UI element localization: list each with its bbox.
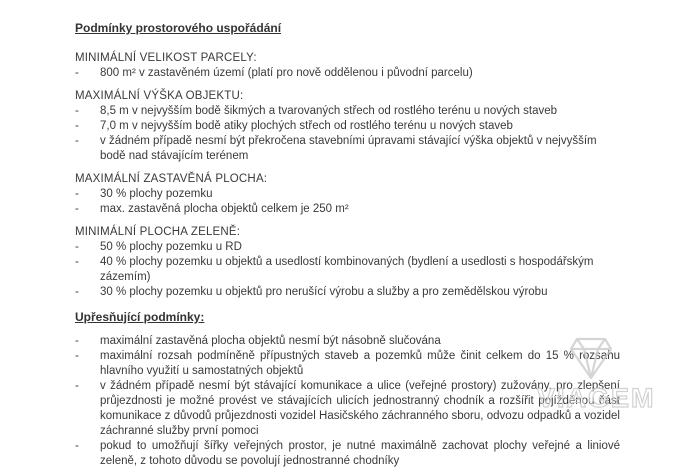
list-item [75,379,620,439]
bullet-text: 30 % plochy pozemku [100,188,213,200]
document-content [75,21,620,469]
list-item [75,240,620,255]
bullet-dash: - [75,350,79,362]
bullet-text: v žádném případě nesmí být překročena stavebními úpravami stávající výška objektů v nejvyšším bodě nad stávajícím terénem [100,135,597,162]
refining-title: Upřesňující podmínky: [75,310,205,324]
section-upresnujici-podminky [75,310,620,469]
bullet-text: 8,5 m v nejvyšším bodě šikmých a tvarovaných střech od rostlého terénu u nových staveb [100,105,558,117]
bullet-dash: - [75,188,79,200]
bullet-dash: - [75,256,79,268]
bullet-text: 30 % plochy pozemku u objektů pro nerušící výrobu a služby a pro zemědělskou výrobu [100,286,548,298]
bullet-text: pokud to umožňují šířky veřejných prostor, je nutné maximálně zachovat plochy veřejné a liniové zeleně, z tohoto důvodu se povolují jednostranné chodníky [100,440,620,467]
bullet-dash: - [75,380,79,392]
section-max-zastavena-plocha [75,172,620,217]
list-item [75,119,620,134]
bullet-text: maximální zastavěná plocha objektů nesmí být násobně slučována [100,335,441,347]
section-heading: MINIMÁLNÍ PLOCHA ZELENĚ: [75,226,241,238]
bullet-text: max. zastavěná plocha objektů celkem je 250 m² [100,203,349,215]
bullet-dash: - [75,335,79,347]
bullet-text: 7,0 m v nejvyšším bodě atiky plochých střech od rostlého terénu u nových staveb [100,120,513,132]
bullet-text: 800 m² v zastavěném území (platí pro nově oddělenou i původní parcelu) [100,67,473,79]
bullet-dash: - [75,440,79,452]
section-max-vyska-objektu [75,89,620,164]
bullet-dash: - [75,241,79,253]
document-title: Podmínky prostorového uspořádání [75,21,282,35]
list-item [75,255,620,285]
list-item [75,134,620,164]
bullet-dash: - [75,120,79,132]
bullet-text: 50 % plochy pozemku u RD [100,241,242,253]
bullet-dash: - [75,286,79,298]
list-item [75,187,620,202]
section-heading: MAXIMÁLNÍ ZASTAVĚNÁ PLOCHA: [75,173,268,185]
bullet-dash: - [75,135,79,147]
list-item [75,202,620,217]
bullet-dash: - [75,105,79,117]
section-min-velikost-parcely [75,51,620,81]
bullet-text: v žádném případě nesmí být stávající komunikace a ulice (veřejné prostory) zužovány, pro zlepšení průjezdnosti je možné provést ve stávajících ulicích jednostranný chodník a rozšířit pojížděnou část komunikace z důvodů průjezdnosti vozidel Hasičského záchranného sboru, odvozu odpadků a vozidel záchranné služby první pomoci [100,380,620,437]
section-heading: MINIMÁLNÍ VELIKOST PARCELY: [75,52,257,64]
list-item [75,349,620,379]
list-item [75,104,620,119]
bullet-dash: - [75,203,79,215]
bullet-dash: - [75,67,79,79]
list-item [75,334,620,349]
list-item [75,285,620,300]
bullet-text: maximální rozsah podmíněně přípustných staveb a pozemků může činit celkem do 15 % rozsahu hlavního využití u samostatných objektů [100,350,620,377]
list-item [75,66,620,81]
section-heading: MAXIMÁLNÍ VÝŠKA OBJEKTU: [75,90,244,102]
section-min-plocha-zelene [75,225,620,300]
list-item [75,439,620,469]
bullet-text: 40 % plochy pozemku u objektů a usedlostí kombinovaných (bydlení a usedlosti s hospodářským zázemím) [100,256,594,283]
watermark-text: VIAGEM [537,383,656,413]
